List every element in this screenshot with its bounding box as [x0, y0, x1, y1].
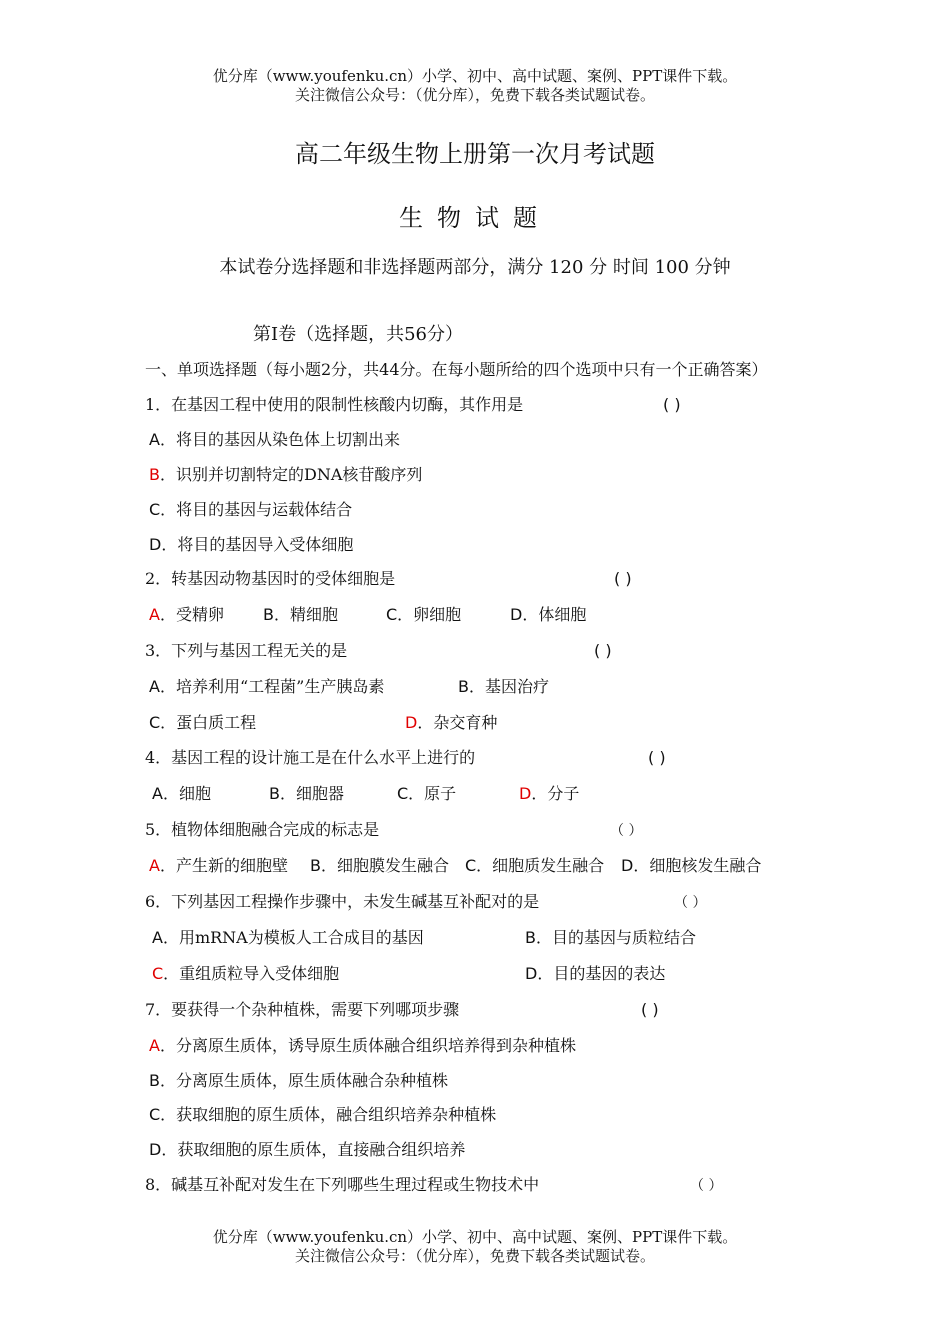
- question-8-stem: 8．碱基互补配对发生在下列哪些生理过程或生物技术中: [145, 1175, 540, 1194]
- question-5-option-c: C．细胞质发生融合: [465, 856, 605, 875]
- question-1-option-c: C．将目的基因与运载体结合: [149, 500, 353, 519]
- question-4-answer-blank: ( ): [648, 748, 666, 767]
- question-3-option-d: D．杂交育种: [405, 713, 498, 732]
- exam-intro: 本试卷分选择题和非选择题两部分，满分 120 分 时间 100 分钟: [219, 257, 731, 278]
- question-2-stem: 2．转基因动物基因时的受体细胞是: [145, 569, 396, 588]
- question-6-option-a: A．用mRNA为模板人工合成目的基因: [152, 928, 424, 947]
- question-6-option-d: D．目的基因的表达: [525, 964, 666, 983]
- section-instruction: 一、单项选择题（每小题2分，共44分。在每小题所给的四个选项中只有一个正确答案）: [145, 360, 768, 379]
- header-line-1: 优分库（www.youfenku.cn）小学、初中、高中试题、案例、PPT课件下载。: [212, 67, 738, 85]
- question-7-option-a: A．分离原生质体，诱导原生质体融合组织培养得到杂种植株: [149, 1036, 576, 1055]
- question-1-option-a: A．将目的基因从染色体上切割出来: [149, 430, 400, 449]
- question-7-stem: 7．要获得一个杂种植株，需要下列哪项步骤: [145, 1000, 460, 1019]
- page-subtitle: 生物试题: [399, 204, 551, 232]
- question-1-answer-blank: ( ): [663, 395, 681, 414]
- question-4-option-d: D．分子: [519, 784, 580, 803]
- question-3-option-c: C．蛋白质工程: [149, 713, 257, 732]
- question-2-option-b: B．精细胞: [263, 605, 338, 624]
- question-7-option-d: D．获取细胞的原生质体，直接融合组织培养: [149, 1140, 466, 1159]
- question-1-option-b: B．识别并切割特定的DNA核苷酸序列: [149, 465, 423, 484]
- question-7-option-c: C．获取细胞的原生质体，融合组织培养杂种植株: [149, 1105, 497, 1124]
- question-2-option-c: C．卵细胞: [386, 605, 462, 624]
- question-4-option-c: C．原子: [397, 784, 457, 803]
- question-5-answer-blank: （ ）: [610, 823, 643, 839]
- question-7-answer-blank: ( ): [641, 1000, 659, 1019]
- question-5-option-b: B．细胞膜发生融合: [310, 856, 449, 875]
- question-7-option-b: B．分离原生质体，原生质体融合杂种植株: [149, 1071, 448, 1090]
- section-title: 第Ⅰ卷（选择题，共56分）: [253, 324, 464, 345]
- question-5-option-a: A．产生新的细胞壁: [149, 856, 288, 875]
- question-3-option-a: A．培养利用“工程菌”生产胰岛素: [149, 677, 385, 696]
- question-4-stem: 4．基因工程的设计施工是在什么水平上进行的: [145, 748, 476, 767]
- header-line-2: 关注微信公众号：（优分库），免费下载各类试题试卷。: [294, 86, 655, 104]
- question-3-answer-blank: ( ): [594, 641, 612, 660]
- question-4-option-a: A．细胞: [152, 784, 211, 803]
- question-3-option-b: B．基因治疗: [458, 677, 549, 696]
- question-6-option-c: C．重组质粒导入受体细胞: [152, 964, 340, 983]
- question-5-option-d: D．细胞核发生融合: [621, 856, 762, 875]
- page-title: 高二年级生物上册第一次月考试题: [295, 140, 655, 168]
- question-2-answer-blank: ( ): [614, 569, 632, 588]
- question-8-answer-blank: （ ）: [690, 1178, 723, 1194]
- question-6-answer-blank: （ ）: [674, 895, 707, 911]
- question-2-option-d: D．体细胞: [510, 605, 587, 624]
- question-5-stem: 5．植物体细胞融合完成的标志是: [145, 820, 380, 839]
- question-4-option-b: B．细胞器: [269, 784, 344, 803]
- question-2-option-a: A．受精卵: [149, 605, 224, 624]
- question-1-option-d: D．将目的基因导入受体细胞: [149, 535, 354, 554]
- question-3-stem: 3．下列与基因工程无关的是: [145, 641, 348, 660]
- question-6-stem: 6．下列基因工程操作步骤中，未发生碱基互补配对的是: [145, 892, 540, 911]
- question-6-option-b: B．目的基因与质粒结合: [525, 928, 696, 947]
- footer-line-1: 优分库（www.youfenku.cn）小学、初中、高中试题、案例、PPT课件下载。: [212, 1228, 738, 1246]
- footer-line-2: 关注微信公众号：（优分库），免费下载各类试题试卷。: [294, 1247, 655, 1265]
- question-1-stem: 1．在基因工程中使用的限制性核酸内切酶，其作用是: [145, 395, 524, 414]
